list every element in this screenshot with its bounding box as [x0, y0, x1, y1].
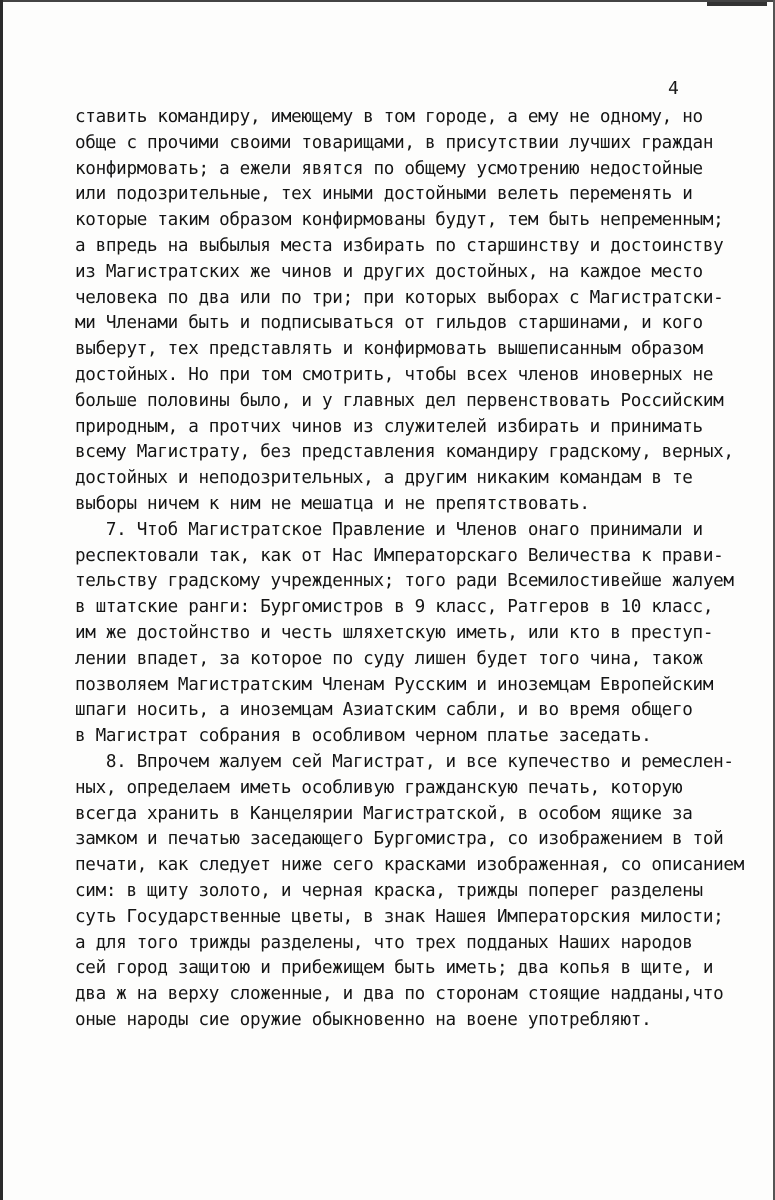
document-body: [75, 105, 765, 1034]
paragraph-8-start: 8. Впрочем жалуем сей Магистрат, и все купечество и ремеслен-: [75, 751, 734, 772]
text-line: достойных. Но при том смотрить, чтобы всех членов иноверных не: [75, 364, 714, 385]
scan-corner-mark: [707, 2, 767, 6]
text-line: достойных и неподозрительных, а другим никаким командам в те: [75, 468, 693, 489]
text-line: позволяем Магистратским Членам Русским и иноземцам Европейским: [75, 674, 714, 695]
text-line: которые таким образом конфирмованы будут, тем быть непременным;: [75, 210, 724, 231]
text-line: в штатские ранги: Бургомистров в 9 класс, Ратгеров в 10 класс,: [75, 597, 714, 618]
text-line: больше половины было, и у главных дел первенствовать Российским: [75, 390, 724, 411]
text-line: респектовали так, как от Нас Императорскаго Величества к прави-: [75, 545, 724, 566]
text-line: два ж на верху сложенные, и два по сторонам стоящие надданы,что: [75, 984, 724, 1005]
text-line: тельству градскому учрежденных; того ради Всемилостивейше жалуем: [75, 571, 734, 592]
text-line: ных, определаем иметь особливую гражданскую печать, которую: [75, 777, 683, 798]
text-line: ми Членами быть и подписываться от гильдов старшинами, и кого: [75, 313, 703, 334]
text-line: из Магистратских же чинов и других достойных, на каждое место: [75, 261, 703, 282]
scan-border-left: [0, 0, 3, 1200]
text-line: суть Государственные цветы, в знак Нашея Императорския милости;: [75, 906, 724, 927]
text-line: всему Магистрату, без представления командиру градскому, верных,: [75, 442, 734, 463]
text-line: шпаги носить, а иноземцам Азиатским сабли, и во время общего: [75, 700, 693, 721]
text-line: а для того трижды разделены, что трех подданых Наших народов: [75, 932, 693, 953]
text-line: им же достойнство и честь шляхетскую иметь, или кто в преступ-: [75, 622, 714, 643]
text-line: природным, а протчих чинов из служителей избирать и принимать: [75, 416, 703, 437]
text-line: лении впадет, за которое по суду лишен будет того чина, також: [75, 648, 703, 669]
text-line: замком и печатью заседающего Бургомистра, со изображением в той: [75, 829, 724, 850]
paragraph-7-start: 7. Чтоб Магистратское Правление и Членов онаго принимали и: [75, 519, 703, 540]
text-line: печати, как следует ниже сего красками изображенная, со описанием: [75, 855, 745, 876]
text-line: сим: в щиту золото, и черная краска, трижды поперег разделены: [75, 880, 703, 901]
text-line: выберут, тех представлять и конфирмовать вышеписанным образом: [75, 339, 703, 360]
text-line: конфирмовать; а ежели явятся по общему усмотрению недостойные: [75, 158, 703, 179]
text-line: или подозрительные, тех иными достойными велеть переменять и: [75, 184, 693, 205]
text-line: в Магистрат собрания в особливом черном платье заседать.: [75, 726, 652, 747]
text-line: выборы ничем к ним не мешатца и не препятствовать.: [75, 493, 590, 514]
text-line: обще с прочими своими товарищами, в присутствии лучших граждан: [75, 132, 714, 153]
text-line: оные народы сие оружие обыкновенно на воене употребляют.: [75, 1009, 652, 1030]
text-line: а впредь на выбылыя места избирать по старшинству и достоинству: [75, 235, 724, 256]
text-line: сей город защитою и прибежищем быть иметь; два копья в щите, и: [75, 958, 714, 979]
text-line: всегда хранить в Канцелярии Магистратской, в особом ящике за: [75, 803, 693, 824]
text-line: ставить командиру, имеющему в том городе, а ему не одному, но: [75, 107, 703, 127]
page-number: 4: [668, 78, 679, 99]
scan-border-top: [0, 0, 775, 2]
text-line: человека по два или по три; при которых выборах с Магистратски-: [75, 287, 724, 308]
